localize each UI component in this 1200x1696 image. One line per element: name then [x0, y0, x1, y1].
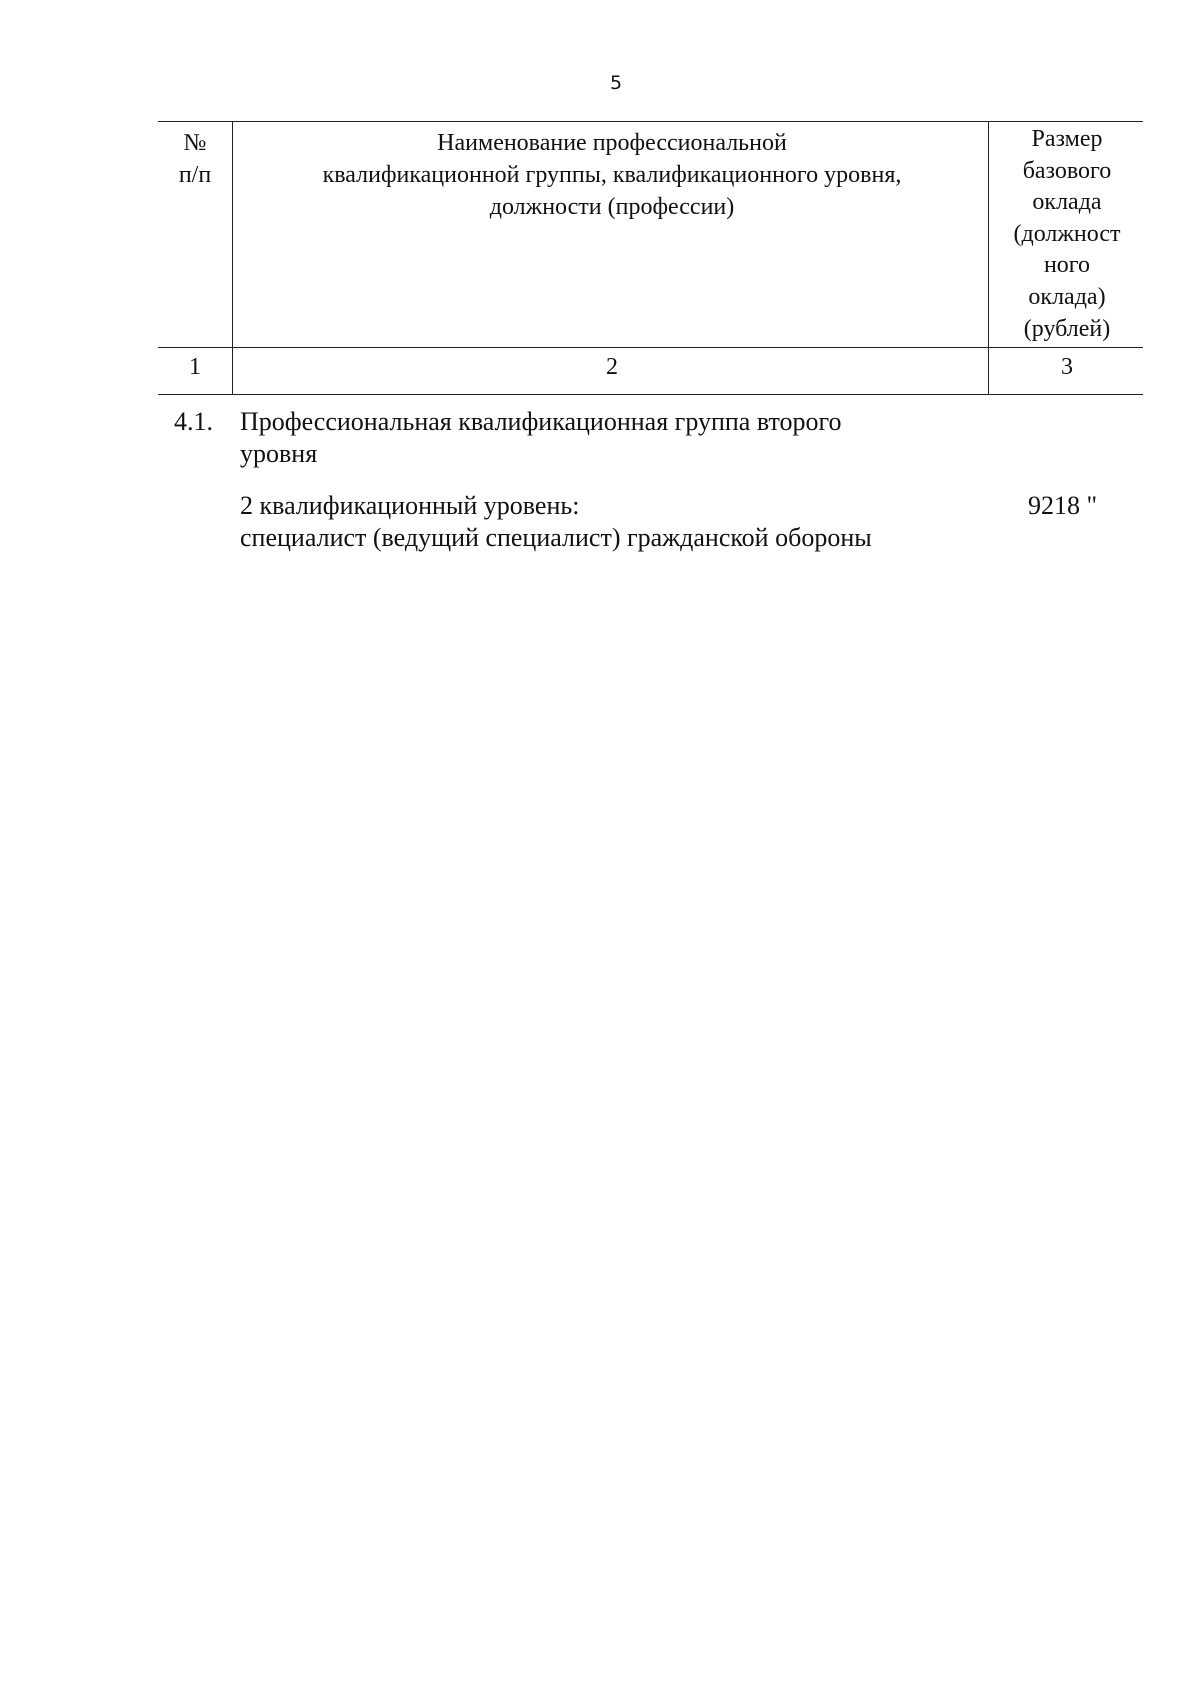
qualification-level-line: специалист (ведущий специалист) гражданской обороны — [240, 523, 872, 552]
header-text: (должност — [1013, 220, 1121, 247]
header-text: квалификационной группы, квалификационного уровня, — [322, 162, 902, 188]
header-name-column — [234, 127, 990, 223]
header-text: оклада) — [1028, 283, 1106, 310]
qualification-level — [240, 490, 872, 554]
header-text: оклада — [1032, 189, 1102, 216]
header-text: Размер — [1031, 126, 1103, 152]
qualification-level-line: 2 квалификационный уровень: — [240, 491, 580, 520]
section-title-line: Профессиональная квалификационная группа второго — [240, 407, 842, 436]
header-salary-column — [991, 124, 1143, 345]
table-bottom-rule — [158, 394, 1143, 395]
column-number: 1 — [189, 354, 201, 380]
header-text: Наименование профессиональной — [437, 130, 787, 156]
section-title — [240, 406, 842, 470]
header-text: ного — [1043, 252, 1091, 279]
header-text: должности (профессии) — [489, 194, 735, 220]
header-text: № — [183, 130, 207, 156]
header-text: базового — [1022, 157, 1112, 184]
salary-amount: 9218 " — [1028, 491, 1098, 520]
column-number: 2 — [606, 354, 618, 380]
column-number: 3 — [1061, 354, 1073, 380]
header-text: п/п — [178, 162, 212, 188]
page-number: 5 — [609, 72, 623, 94]
table-header-rule — [158, 347, 1143, 348]
section-title-line: уровня — [240, 439, 318, 468]
section-number: 4.1. — [174, 407, 213, 436]
table-top-rule — [158, 121, 1143, 122]
header-number-column — [158, 127, 232, 191]
table-column-divider — [232, 121, 233, 394]
header-text: (рублей) — [1023, 315, 1111, 342]
